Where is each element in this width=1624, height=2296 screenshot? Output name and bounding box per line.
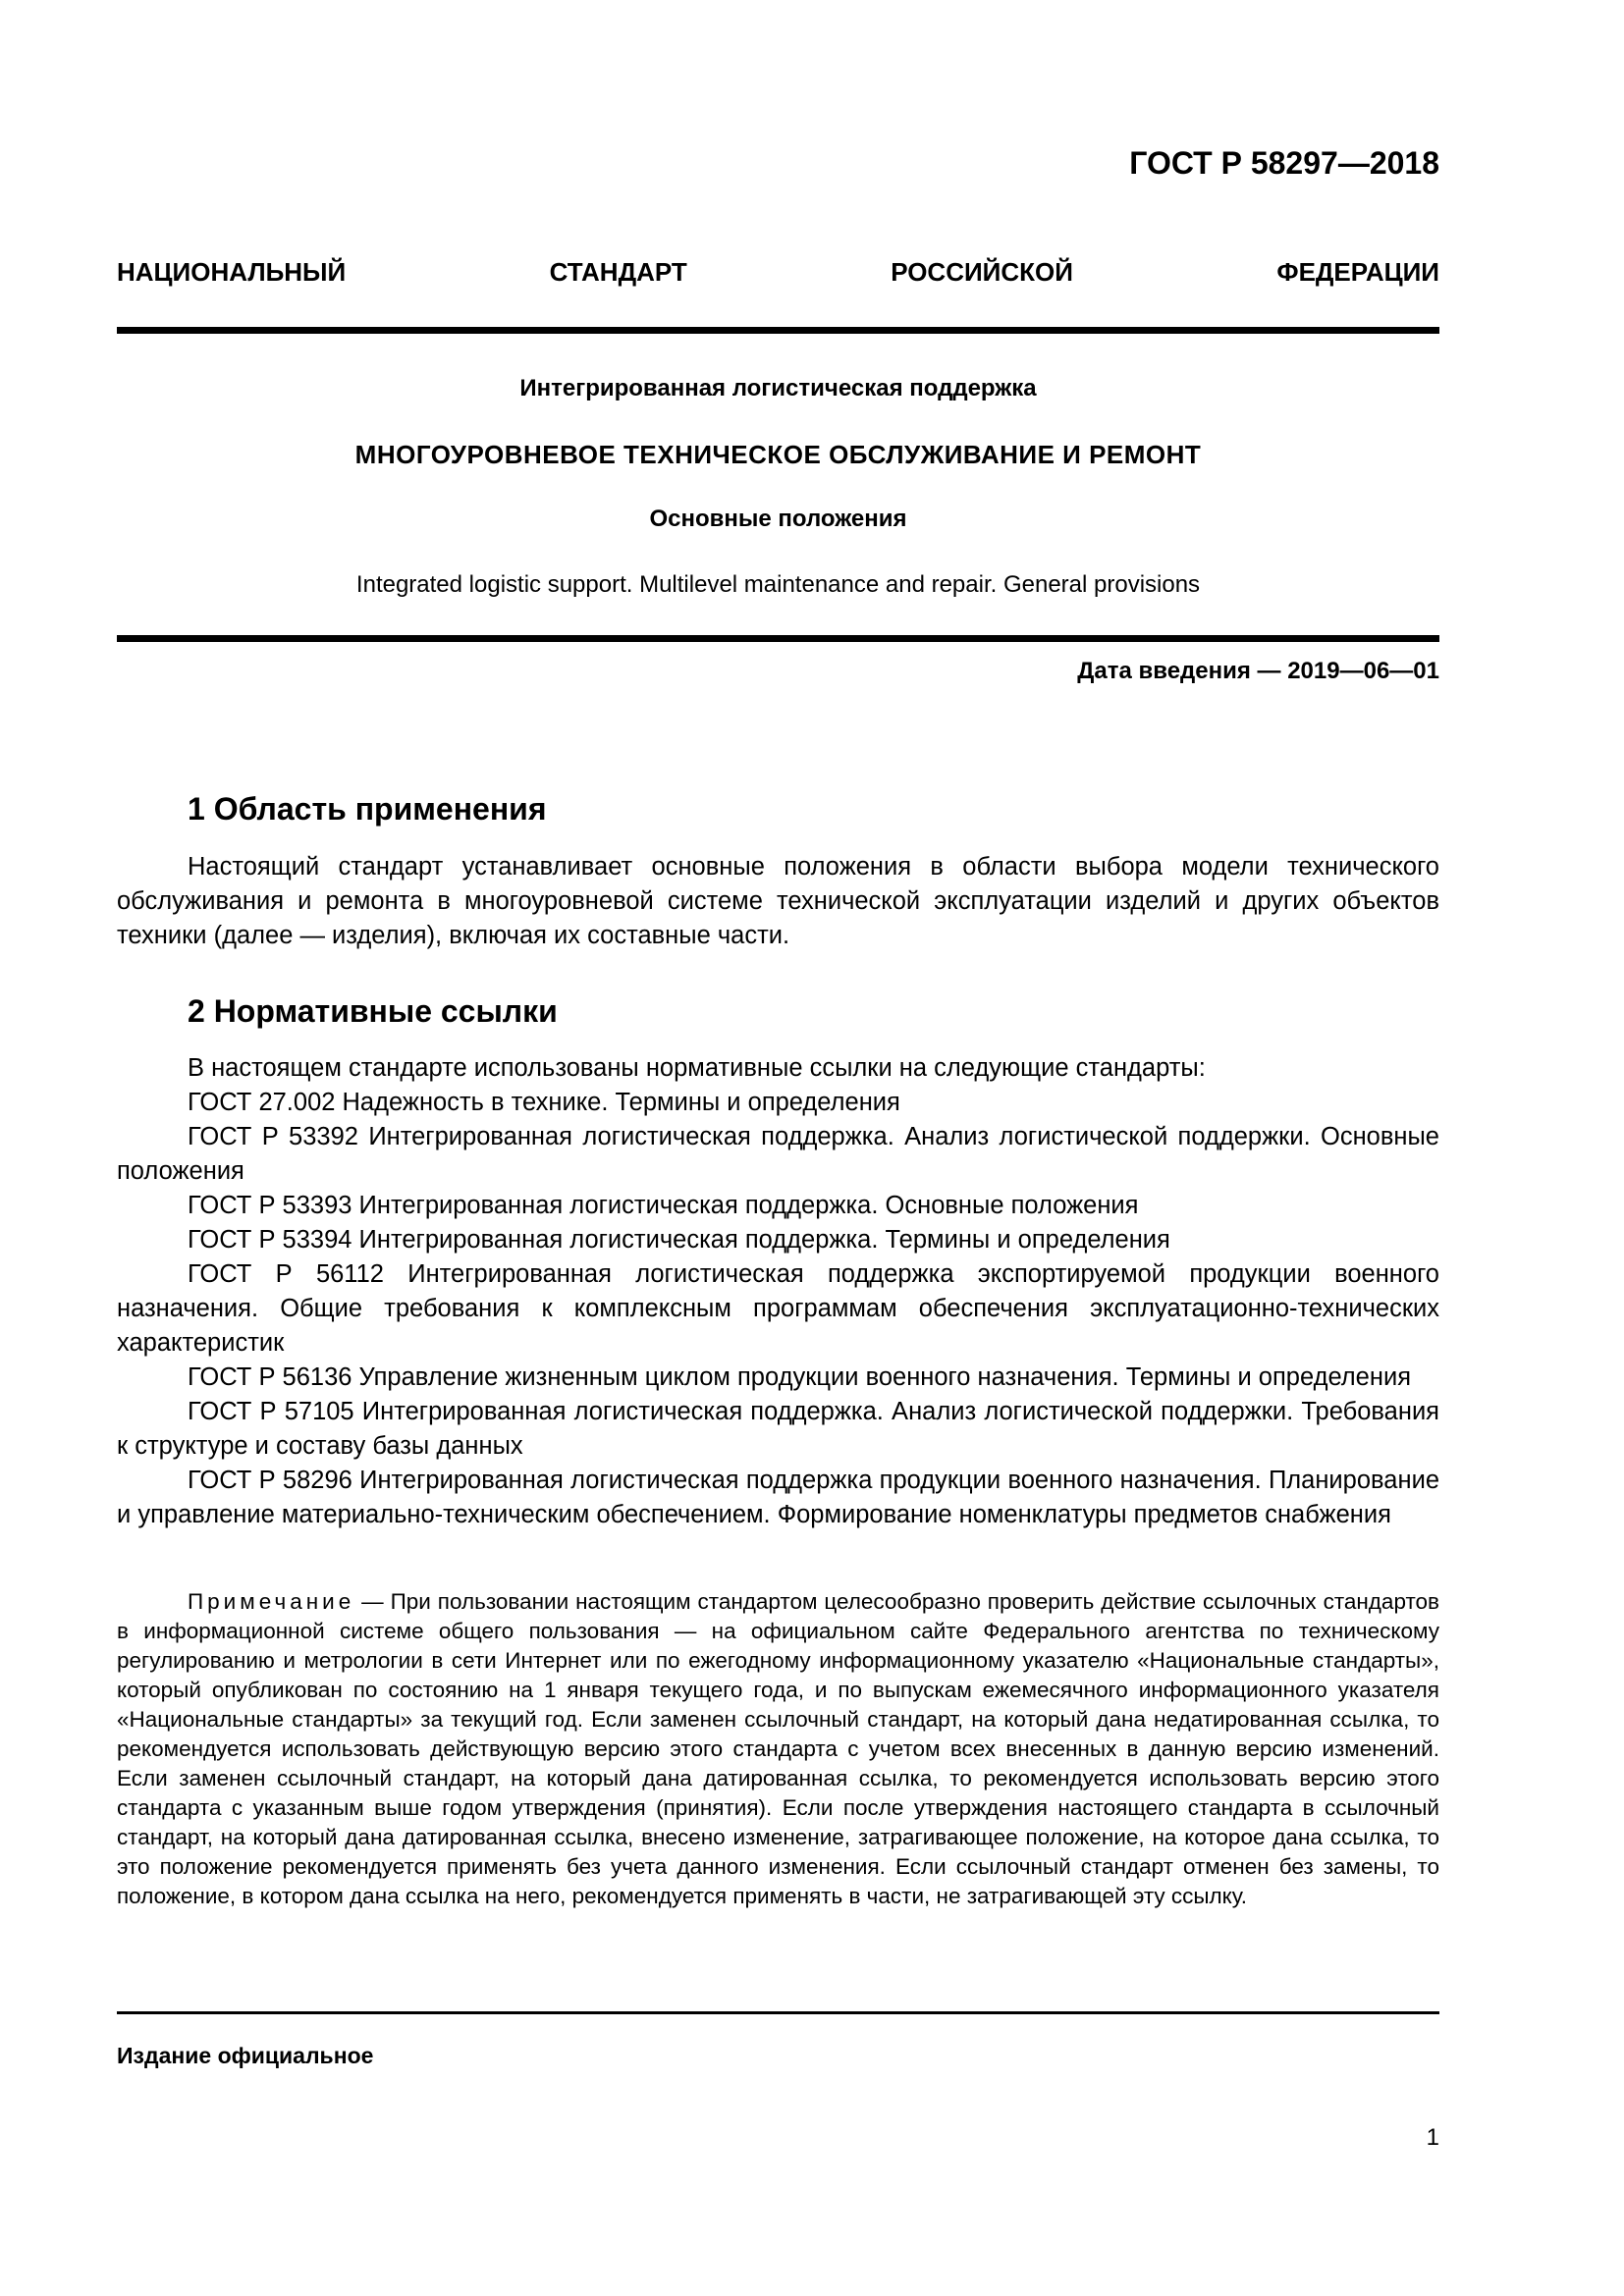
edition-label: Издание официальное — [117, 2043, 374, 2068]
note-block — [117, 1587, 1439, 1911]
references-intro: В настоящем стандарте использованы нормативные ссылки на следующие стандарты: — [188, 1054, 1206, 1082]
intro-date: Дата введения — 2019—06—01 — [1077, 658, 1439, 684]
title-line-2: МНОГОУРОВНЕВОЕ ТЕХНИЧЕСКОЕ ОБСЛУЖИВАНИЕ И РЕМОНТ — [354, 440, 1202, 469]
national-title-word: ФЕДЕРАЦИИ — [1276, 257, 1439, 287]
top-divider — [117, 327, 1439, 334]
section-1-paragraph: Настоящий стандарт устанавливает основные положения в области выбора модели технического обслуживания и ремонта в многоуровневой системе технической эксплуатации изделий и других объектов техники (далее — изделия), включая их составные части. — [117, 853, 1439, 949]
note-paragraph — [117, 1587, 1439, 1911]
reference-item: ГОСТ Р 56112 Интегрированная логистическая поддержка экспортируемой продукции военного назначения. Общие требования к комплексным программам обеспечения эксплуатационно-технических характеристик — [117, 1260, 1439, 1357]
note-label: Примечание — [188, 1589, 355, 1614]
page-number: 1 — [1426, 2124, 1439, 2151]
title-line-1: Интегрированная логистическая поддержка — [519, 375, 1037, 401]
reference-item: ГОСТ Р 53392 Интегрированная логистическая поддержка. Анализ логистической поддержки. Основные положения — [117, 1123, 1439, 1185]
note-text: — При пользовании настоящим стандартом целесообразно проверить действие ссылочных стандартов в информационной системе общего пользования — на официальном сайте Федерального агентства по техническому регулированию и метрологии в сети Интернет или по ежегодному информационному указателю «Национальные стандарты», который опубликован по состоянию на 1 января текущего года, и по выпускам ежемесячного информационного указателя «Национальные стандарты» за текущий год. Если заменен ссылочный стандарт, на который дана недатированная ссылка, то рекомендуется использовать действующую версию этого стандарта с учетом всех внесенных в данную версию изменений. Если заменен ссылочный стандарт, на который дана датированная ссылка, то рекомендуется использовать версию этого стандарта с указанным выше годом утверждения (принятия). Если после утверждения настоящего стандарта в ссылочный стандарт, на который дана датированная ссылка, внесено изменение, затрагивающее положение, на которое дана ссылка, то это положение рекомендуется применять без учета данного изменения. Если ссылочный стандарт отменен без замены, то положение, в котором дана ссылка на него, рекомендуется применять в части, не затрагивающей эту ссылку. — [117, 1589, 1439, 1908]
national-title-word: РОССИЙСКОЙ — [891, 257, 1073, 287]
section-1-body — [117, 850, 1439, 953]
title-english: Integrated logistic support. Multilevel maintenance and repair. General provisions — [355, 571, 1201, 598]
national-title-word: НАЦИОНАЛЬНЫЙ — [117, 257, 347, 287]
title-divider — [117, 635, 1439, 642]
document-page — [117, 0, 1439, 2296]
section-2-body — [117, 1051, 1439, 1532]
reference-item: ГОСТ Р 58296 Интегрированная логистическая поддержка продукции военного назначения. Планирование и управление материально-техническим обеспечением. Формирование номенклатуры предметов снабжения — [117, 1467, 1439, 1528]
document-number: ГОСТ Р 58297—2018 — [1129, 145, 1439, 181]
national-title-word: СТАНДАРТ — [549, 257, 687, 287]
reference-item: ГОСТ Р 57105 Интегрированная логистическая поддержка. Анализ логистической поддержки. Требования к структуре и составу базы данных — [117, 1398, 1439, 1460]
reference-item: ГОСТ Р 53393 Интегрированная логистическая поддержка. Основные положения — [188, 1192, 1139, 1219]
reference-item: ГОСТ Р 53394 Интегрированная логистическая поддержка. Термины и определения — [188, 1226, 1170, 1254]
reference-item: ГОСТ Р 56136 Управление жизненным циклом продукции военного назначения. Термины и определения — [188, 1363, 1412, 1391]
section-2-heading: 2 Нормативные ссылки — [188, 993, 558, 1029]
section-1-heading: 1 Область применения — [188, 791, 547, 827]
title-line-3: Основные положения — [649, 506, 907, 532]
national-standard-title — [117, 257, 1439, 288]
footer-divider — [117, 2011, 1439, 2014]
reference-item: ГОСТ 27.002 Надежность в технике. Термины и определения — [188, 1089, 900, 1116]
